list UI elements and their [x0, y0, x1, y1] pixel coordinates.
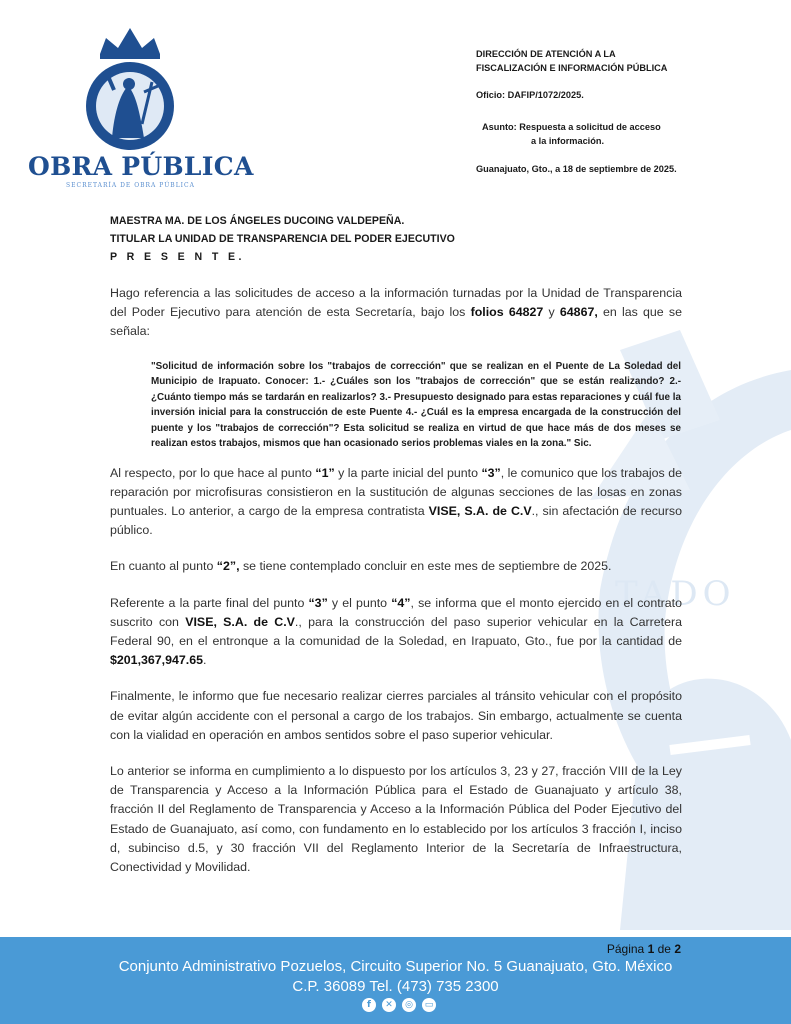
text-span: , se informa que el monto ejercido en el contrato suscrito con — [110, 595, 683, 629]
text-span: y el punto — [327, 595, 392, 610]
presente-label: P R E S E N T E. — [110, 251, 245, 263]
text-span: en las que se señala: — [110, 305, 682, 339]
text-span: y la parte inicial del punto — [334, 465, 482, 480]
contract-amount: $201,367,947.65 — [110, 653, 204, 668]
paragraph-legal-basis: Lo anterior se informa en cumplimiento a lo dispuesto por los artículos 3, 23 y 27, fracción VIII de la Ley de Transparencia y Acceso a la Información Pública para el Estado de Guanajuato y artículo 38, fracción II del Reglamento de Transparencia y Acceso a la Información Pública del Poder Ejecutivo del Estado de Guanajuato, así como, con fundamento en lo establecido por los artículos 3 fracción I, inciso d, subinciso d.5, y 30 fracción VII del Reglamento Interior de la Secretaría de Infraestructura, Conectividad y Movilidad. — [110, 764, 682, 875]
page-total: 2 — [674, 942, 681, 956]
paragraph-response-point-3-4 — [110, 594, 682, 671]
point-label: “1” — [315, 465, 335, 480]
page-footer — [0, 937, 791, 1024]
seal-emblem-icon — [28, 24, 233, 152]
page-of: de — [657, 942, 671, 956]
page-current: 1 — [647, 942, 655, 956]
oficio-number: Oficio: DAFIP/1072/2025. — [476, 90, 584, 100]
paragraph-reference — [110, 284, 682, 342]
text-span: se tiene contemplado concluir en este mes de septiembre de 2025. — [239, 559, 612, 574]
addressee-block — [110, 212, 680, 266]
point-label: “3” — [481, 465, 501, 480]
direccion-line-1: DIRECCIÓN DE ATENCIÓN A LA — [476, 49, 616, 59]
addressee-position: TITULAR LA UNIDAD DE TRANSPARENCIA DEL PODER EJECUTIVO — [110, 233, 455, 245]
folio-number: 64867, — [559, 305, 598, 320]
text-span: Referente a la parte final del punto — [110, 595, 309, 610]
point-label: “3” — [308, 595, 328, 610]
x-icon[interactable]: ✕ — [382, 998, 396, 1012]
point-label: “2”, — [216, 559, 240, 574]
addressee-name: MAESTRA MA. DE LOS ÁNGELES DUCOING VALDEPEÑA. — [110, 215, 405, 227]
text-span: , le comunico que los trabajos de reparación por microfisuras consistieron en la sustitución de algunas secciones de las losas en zonas puntuales. Lo anterior, a cargo de la empresa contratista — [110, 465, 682, 519]
text-span: . — [203, 653, 207, 668]
watermark-text: TADO — [615, 574, 736, 614]
facebook-icon[interactable]: f — [362, 998, 376, 1012]
text-span: ., para la construcción del paso superior vehicular en la Carretera Federal 90, en el entronque a la comunidad de la Soledad, en Irapuato, Gto., fue por la cantidad de — [110, 614, 683, 649]
company-name: VISE, S.A. de C.V — [428, 504, 532, 519]
text-span: Al respecto, por lo que hace al punto — [110, 465, 316, 480]
text-span: ., sin afectación de recurso público. — [110, 504, 683, 538]
company-name: VISE, S.A. de C.V — [185, 614, 295, 629]
letter-body — [110, 284, 682, 877]
social-links — [362, 998, 436, 1012]
asunto-line-1: Asunto: Respuesta a solicitud de acceso — [482, 122, 661, 132]
document-date: Guanajuato, Gto., a 18 de septiembre de 2025. — [476, 164, 677, 174]
text-span: Hago referencia a las solicitudes de acceso a la información turnadas por la Unidad de Transparencia del Poder Ejecutivo para atención de esta Secretaría, bajo los — [110, 286, 682, 320]
youtube-icon[interactable]: ▭ — [422, 998, 436, 1012]
logo-subtitle: SECRETARÍA DE OBRA PÚBLICA — [66, 182, 195, 189]
paragraph-response-point-2 — [110, 557, 682, 576]
text-span: En cuanto al punto — [110, 559, 217, 574]
direccion-heading — [476, 47, 776, 75]
text-span: y — [543, 305, 560, 320]
direccion-line-2: FISCALIZACIÓN E INFORMACIÓN PÚBLICA — [476, 63, 668, 73]
request-quote: "Solicitud de información sobre los "trabajos de corrección" que se realizan en el Puente de La Soledad del Municipio de Irapuato. Conocer: 1.- ¿Cuáles son los "trabajos de corrección" que se están realizando? 2.- ¿Cuánto tiempo más se tardarán en realizarlos? 3.- Presupuesto designado para estas reparaciones y cuál fue la inversión inicial para la construcción de este Puente 4.- ¿Cuál es la empresa encargada de la construcción del puente y los "trabajos de corrección"? Esta solicitud se realiza en virtud de que hace más de dos meses se realizan estos trabajos, mismos que han ocasionado serios problemas viales en la zona." Sic. — [151, 360, 681, 450]
instagram-icon[interactable]: ◎ — [402, 998, 416, 1012]
paragraph-closures: Finalmente, le informo que fue necesario realizar cierres parciales al tránsito vehicular con el propósito de evitar algún accidente con el personal a cargo de los trabajos. Sin embargo, actualmente se cuenta con la vialidad en operación en ambos sentidos sobre el paso superior vehicular. — [110, 689, 682, 742]
page-number — [607, 942, 681, 956]
folio-number: folios 64827 — [470, 305, 544, 320]
logo-title: OBRA PÚBLICA — [28, 152, 254, 181]
paragraph-response-point-1-3 — [110, 464, 682, 541]
footer-address-line-1: Conjunto Administrativo Pozuelos, Circuito Superior No. 5 Guanajuato, Gto. México — [118, 958, 673, 975]
page-label: Página — [606, 942, 645, 956]
point-label: “4” — [391, 595, 411, 610]
footer-address-line-2: C.P. 36089 Tel. (473) 735 2300 — [292, 978, 499, 995]
asunto-line-2: a la información. — [531, 136, 605, 146]
obra-publica-logo — [28, 24, 254, 194]
